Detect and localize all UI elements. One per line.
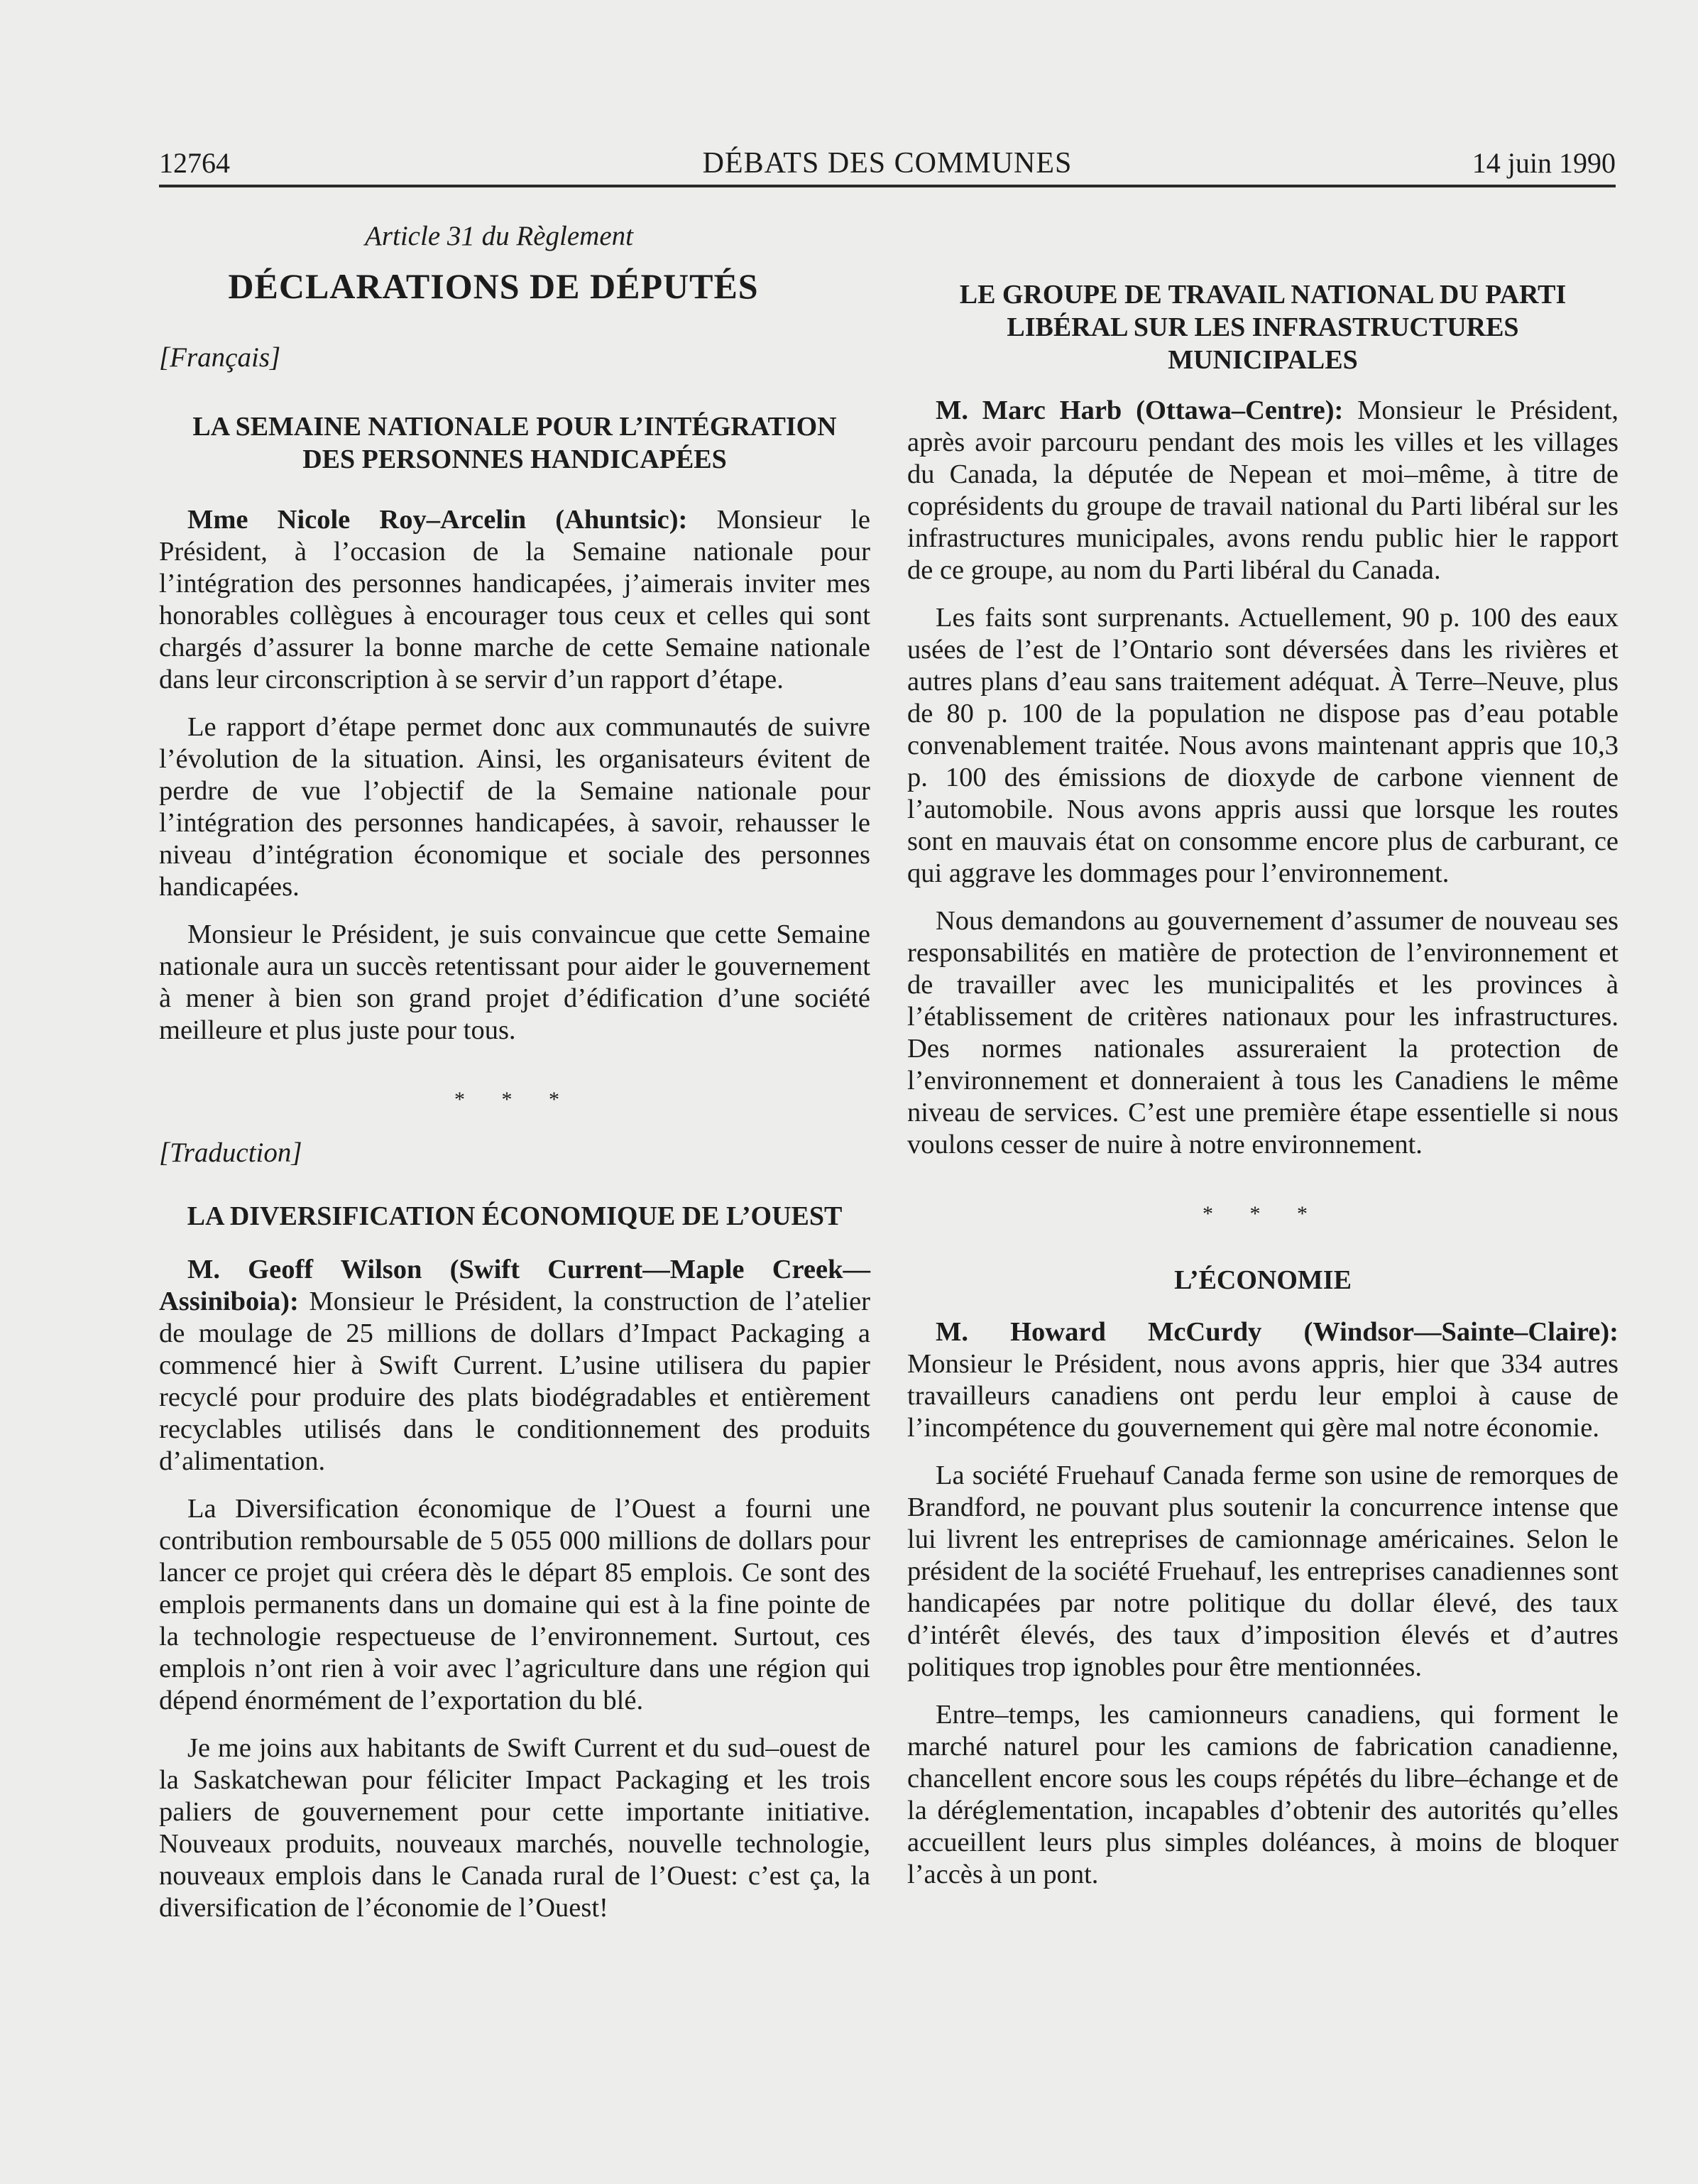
statement-paragraph: Le rapport d’étape permet donc aux communautés de suivre l’évolution de la situation. Ainsi, les organisateurs évitent de perdre de vue l’objectif de la Semaine nationale pour l’intégration des personnes handicapées, à savoir, rehausser le niveau d’intégration économique et sociale des personnes handicapées. bbox=[159, 712, 870, 902]
statement-paragraph bbox=[159, 504, 870, 696]
section-title-diversification: LA DIVERSIFICATION ÉCONOMIQUE DE L’OUEST bbox=[187, 1201, 843, 1231]
speaker-name: Mme Nicole Roy–Arcelin (Ahuntsic): bbox=[187, 505, 688, 535]
section-separator: * * * bbox=[1203, 1202, 1323, 1225]
statement-paragraph bbox=[159, 1254, 870, 1478]
statement-paragraph: Nous demandons au gouvernement d’assumer de nouveau ses responsabilités en matière de protection de l’environnement et de travailler avec les municipalités et les provinces à l’établissement de critères nationaux pour les infrastructures. Des normes nationales assureraient la protection de l’environnement et donneraient à tous les Canadiens le même niveau de services. C’est une première étape essentielle si nous voulons cesser de nuire à notre environnement. bbox=[907, 906, 1618, 1159]
statement-paragraph: Monsieur le Président, je suis convaincue que cette Semaine nationale aura un succès retentissant pour aider le gouvernement à mener à bien son grand projet d’édification d’une société meilleure et plus juste pour tous. bbox=[159, 919, 870, 1045]
statement-paragraph: Les faits sont surprenants. Actuellement, 90 p. 100 des eaux usées de l’est de l’Ontario sont déversées dans les rivières et autres plans d’eau sans traitement adéquat. À Terre–Neuve, plus de 80 p. 100 de la population ne dispose pas d’eau potable convenablement traitée. Nous avons maintenant appris que 10,3 p. 100 des émissions de dioxyde de carbone viennent de l’automobile. Nous avons appris aussi que lorsque les routes sont en mauvais état on consomme encore plus de carburant, ce qui aggrave les dommages pour l’environnement. bbox=[907, 603, 1618, 888]
statement-paragraph: La Diversification économique de l’Ouest a fourni une contribution remboursable de 5 055 000 millions de dollars pour lancer ce projet qui créera dès le départ 85 emplois. Ce sont des emplois permanents dans un domaine qui est à la fine pointe de la technologie respectueuse de l’environnement. Surtout, ces emplois n’ont rien à voir avec l’agriculture dans une région qui dépend énormément de l’exportation du blé. bbox=[159, 1494, 870, 1715]
right-column bbox=[907, 220, 1618, 1891]
page-header bbox=[159, 146, 1616, 183]
section-separator: * * * bbox=[454, 1088, 575, 1111]
speaker-name: M. Geoff Wilson (Swift Current—Maple Creek—Assiniboia): bbox=[159, 1255, 870, 1316]
header-rule bbox=[159, 185, 1616, 187]
section-title-economie: L’ÉCONOMIE bbox=[1174, 1265, 1352, 1295]
left-column bbox=[159, 220, 870, 1924]
publication-title: DÉBATS DES COMMUNES bbox=[702, 147, 1073, 180]
section-title-groupe-travail: LE GROUPE DE TRAVAIL NATIONAL DU PARTI LIBÉRAL SUR LES INFRASTRUCTURES MUNICIPALES bbox=[959, 280, 1567, 375]
page-number: 12764 bbox=[159, 147, 230, 179]
language-note-traduction: [Traduction] bbox=[159, 1137, 302, 1168]
paragraph-text: Monsieur le Président, à l’occasion de la Semaine nationale pour l’intégration des personnes handicapées, j’aimerais inviter mes honorables collègues à encourager tous ceux et celles qui sont chargés d’assurer la bonne marche de cette Semaine nationale dans leur circonscription à se servir d’un rapport d’étape. bbox=[159, 505, 870, 694]
publication-date: 14 juin 1990 bbox=[1472, 147, 1616, 179]
statement-paragraph: La société Fruehauf Canada ferme son usine de remorques de Brandford, ne pouvant plus soutenir la concurrence intense que lui livrent les entreprises de camionnage américaines. Selon le président de la société Fruehauf, les entreprises canadiennes sont handicapées par notre politique du dollar élevé, des taux d’intérêt élevés, des taux d’imposition élevés et d’autres politiques trop ignobles pour être mentionnées. bbox=[907, 1460, 1618, 1682]
statement-paragraph bbox=[907, 395, 1618, 586]
section-title-semaine-nationale: LA SEMAINE NATIONALE POUR L’INTÉGRATION DES PERSONNES HANDICAPÉES bbox=[192, 412, 837, 474]
paragraph-text: Monsieur le Président, la construction de l’atelier de moulage de 25 millions de dollars d’Impact Packaging a commencé hier à Swift Current. L’usine utilisera du papier recyclé pour produire des plats biodégradables et entièrement recyclables utilisés dans le conditionnement des produits d’alimentation. bbox=[159, 1287, 870, 1476]
language-note-francais: [Français] bbox=[159, 342, 281, 373]
paragraph-text: Monsieur le Président, après avoir parcouru pendant des mois les villes et les villages du Canada, la députée de Nepean et moi–même, à titre de coprésidents du groupe de travail national du Parti libéral sur les infrastructures municipales, avons rendu public hier le rapport de ce groupe, au nom du Parti libéral du Canada. bbox=[907, 395, 1619, 585]
statement-paragraph: Je me joins aux habitants de Swift Current et du sud–ouest de la Saskatchewan pour féliciter Impact Packaging et les trois paliers de gouvernement pour cette importante initiative. Nouveaux produits, nouveaux marchés, nouvelle technologie, nouveaux emplois dans le Canada rural de l’Ouest: c’est ça, la diversification de l’économie de l’Ouest! bbox=[159, 1733, 870, 1923]
rubric: Article 31 du Règlement bbox=[365, 221, 633, 251]
paragraph-text: Monsieur le Président, nous avons appris, hier que 334 autres travailleurs canadiens ont perdu leur emploi à cause de l’incompétence du gouvernement qui gère mal notre économie. bbox=[907, 1349, 1618, 1443]
statement-paragraph: Entre–temps, les camionneurs canadiens, qui forment le marché naturel pour les camions de fabrication canadienne, chancellent encore sous les coups répétés du libre–échange et de la déréglementation, incapables d’obtenir des autorités qu’elles accueillent leurs plus simples doléances, à moins de bloquer l’accès à un pont. bbox=[907, 1700, 1618, 1889]
speaker-name: M. Marc Harb (Ottawa–Centre): bbox=[936, 395, 1344, 425]
statement-paragraph bbox=[907, 1316, 1618, 1444]
main-title: DÉCLARATIONS DE DÉPUTÉS bbox=[228, 266, 759, 306]
speaker-name: M. Howard McCurdy (Windsor—Sainte–Claire): bbox=[936, 1317, 1618, 1347]
